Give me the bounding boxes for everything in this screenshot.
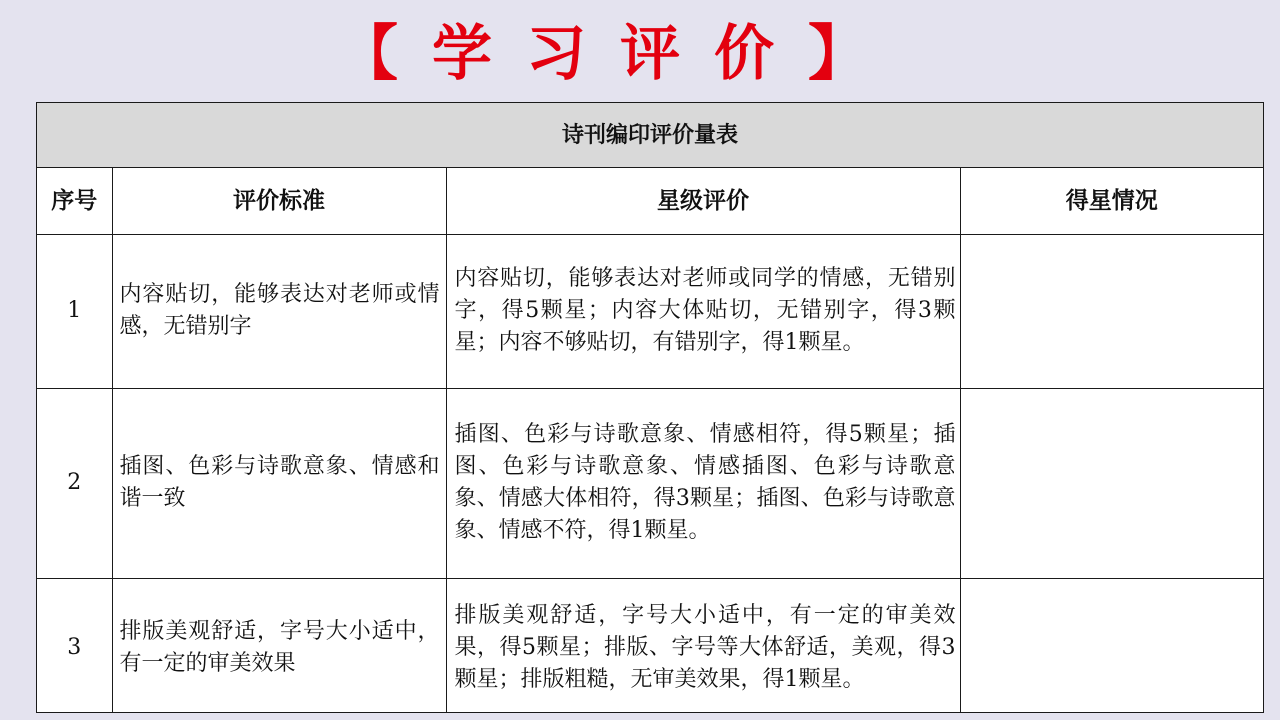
row-criteria: 内容贴切，能够表达对老师或情感，无错别字 <box>112 234 446 388</box>
row-rating: 插图、色彩与诗歌意象、情感相符，得5颗星；插图、色彩与诗歌意象、情感插图、色彩与诗歌意象、情感大体相符，得3颗星；插图、色彩与诗歌意象、情感不符，得1颗星。 <box>446 388 960 578</box>
row-number: 1 <box>37 234 112 388</box>
table-row <box>37 234 1263 388</box>
column-header-stars-earned: 得星情况 <box>960 167 1263 234</box>
table-row <box>37 388 1263 578</box>
row-number: 2 <box>37 388 112 578</box>
column-header-criteria: 评价标准 <box>112 167 446 234</box>
column-header-rating: 星级评价 <box>446 167 960 234</box>
row-criteria: 排版美观舒适，字号大小适中，有一定的审美效果 <box>112 578 446 713</box>
row-criteria: 插图、色彩与诗歌意象、情感和谐一致 <box>112 388 446 578</box>
table-row <box>37 578 1263 713</box>
row-rating: 排版美观舒适，字号大小适中，有一定的审美效果，得5颗星；排版、字号等大体舒适，美观，得3颗星；排版粗糙，无审美效果，得1颗星。 <box>446 578 960 713</box>
row-stars-earned-cell[interactable] <box>960 578 1263 713</box>
evaluation-table <box>37 103 1263 713</box>
row-number: 3 <box>37 578 112 713</box>
table-caption-row <box>37 103 1263 167</box>
table-caption: 诗刊编印评价量表 <box>37 103 1263 167</box>
page-title: 【学习评价】 <box>338 19 902 89</box>
row-rating: 内容贴切，能够表达对老师或同学的情感，无错别字，得5颗星；内容大体贴切，无错别字，得3颗星；内容不够贴切，有错别字，得1颗星。 <box>446 234 960 388</box>
row-stars-earned-cell[interactable] <box>960 234 1263 388</box>
table-header-row <box>37 167 1263 234</box>
row-stars-earned-cell[interactable] <box>960 388 1263 578</box>
evaluation-table-container <box>36 102 1264 713</box>
column-header-number: 序号 <box>37 167 112 234</box>
